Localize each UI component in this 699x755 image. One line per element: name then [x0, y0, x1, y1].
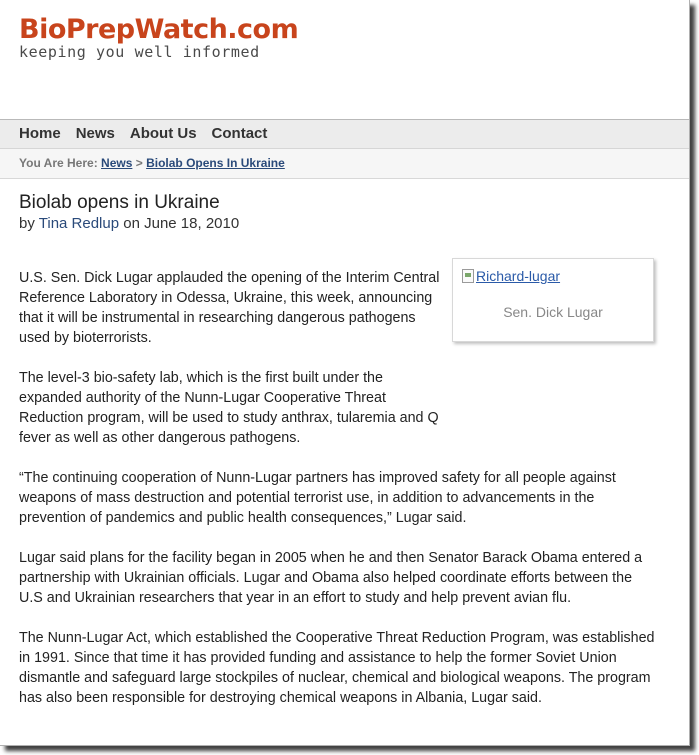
- nav-home[interactable]: Home: [19, 125, 61, 142]
- author-link[interactable]: Tina Redlup: [38, 215, 120, 232]
- nav-news[interactable]: News: [75, 125, 115, 142]
- breadcrumb-separator: >: [135, 156, 143, 170]
- nav-contact[interactable]: Contact: [211, 125, 268, 142]
- breadcrumb-prefix: You Are Here:: [19, 156, 98, 170]
- nav-about-us[interactable]: About Us: [129, 125, 197, 142]
- paragraph: “The continuing cooperation of Nunn-Lugar partners has improved safety for all people against weapons of mass destruction and potential terrorist use, in addition to advancements in the prevention of pandemics and public health consequences,” Lugar said.: [19, 470, 616, 526]
- paragraph: U.S. Sen. Dick Lugar applauded the opening of the Interim Central Reference Laboratory in Odessa, Ukraine, this week, announcing that it will be instrumental in researching dangerous pathogens used by bioterrorists.: [19, 270, 440, 346]
- breadcrumb-news-link[interactable]: News: [101, 156, 133, 170]
- article-title: Biolab opens in Ukraine: [19, 192, 220, 213]
- paragraph: Lugar said plans for the facility began in 2005 when he and then Senator Barack Obama entered a partnership with Ukrainian officials. Lugar and Obama also helped coordinate efforts between the U.S and Ukrainian researchers that year in an effort to study and help prevent avian flu.: [19, 550, 643, 606]
- image-alt-text: Richard-lugar: [476, 268, 561, 284]
- site-logo[interactable]: [19, 14, 298, 60]
- breadcrumb-current-link[interactable]: Biolab Opens In Ukraine: [146, 156, 285, 170]
- breadcrumb: [0, 149, 689, 179]
- main-nav: [0, 119, 689, 149]
- site-title[interactable]: BioPrepWatch.com: [19, 14, 299, 45]
- image-caption: Sen. Dick Lugar: [503, 304, 603, 320]
- site-tagline: keeping you well informed: [19, 43, 260, 61]
- paragraph: The Nunn-Lugar Act, which established the Cooperative Threat Reduction Program, was established in 1991. Since that time it has provided funding and assistance to help the former Soviet Union dismantle and safeguard large stockpiles of nuclear, chemical and biological weapons. The program has also been responsible for destroying chemical weapons in Albania, Lugar said.: [19, 630, 655, 706]
- byline-date: on June 18, 2010: [123, 215, 240, 232]
- article-byline: [19, 214, 239, 234]
- byline-by: by: [19, 215, 35, 232]
- paragraph: The level-3 bio-safety lab, which is the first built under the expanded authority of the Nunn-Lugar Cooperative Threat Reduction program, will be used to study anthrax, tularemia and Q fever as well as other dangerous pathogens.: [19, 370, 439, 446]
- article-body: [19, 268, 655, 728]
